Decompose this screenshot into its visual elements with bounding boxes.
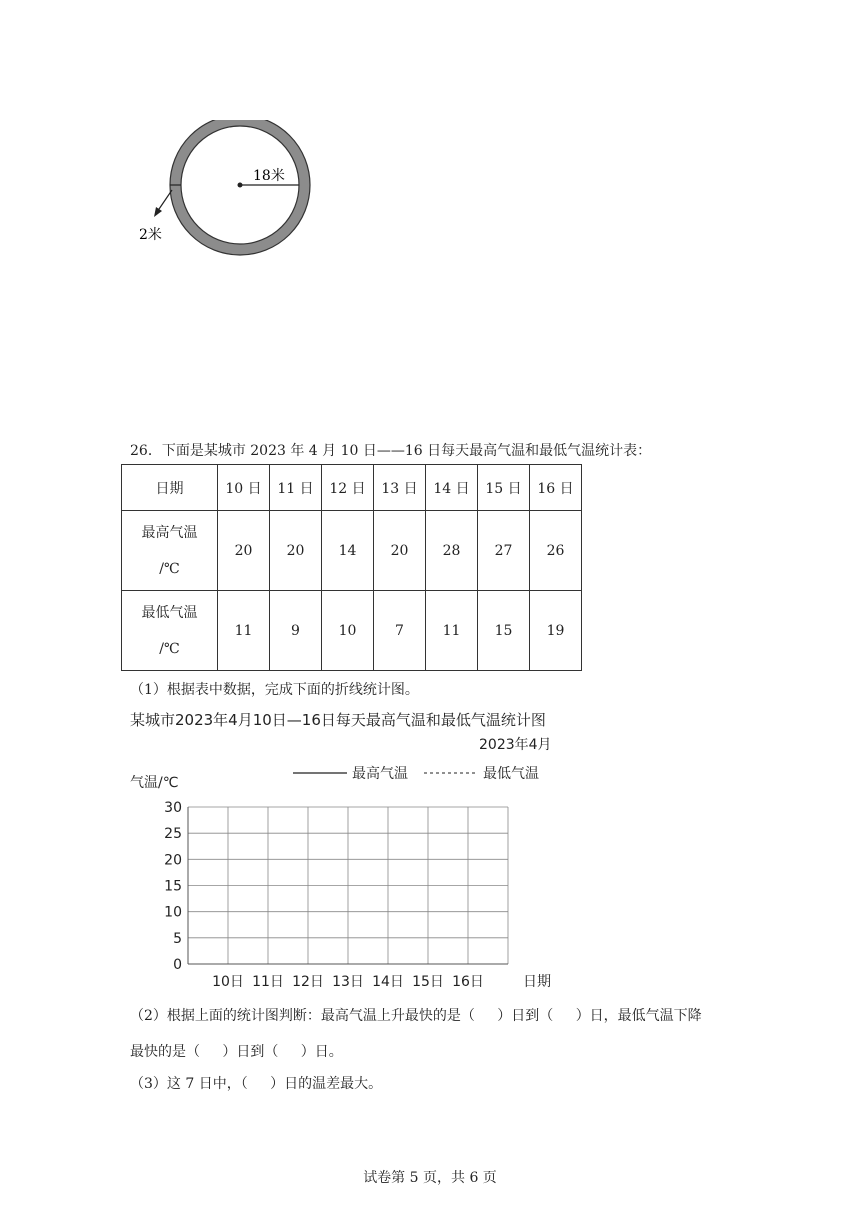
page-footer: 试卷第 5 页，共 6 页	[363, 1170, 497, 1186]
header-date-cell: 日期	[122, 465, 218, 511]
y-tick-label: 0	[173, 957, 182, 973]
day-cell: 12 日	[322, 465, 374, 511]
y-tick-label: 10	[164, 904, 182, 921]
day-cell: 10 日	[218, 465, 270, 511]
ring-diagram	[120, 120, 340, 270]
x-tick-label: 13日	[332, 974, 364, 990]
question-3	[130, 1073, 382, 1093]
chart-title: 某城市2023年4月10日—16日每天最高气温和最低气温统计图	[130, 711, 546, 729]
y-tick-label: 5	[173, 930, 182, 947]
row-label-line: 最低气温	[141, 604, 198, 621]
table-cell: 20	[270, 511, 322, 591]
radius-label: 18米	[253, 168, 285, 184]
y-tick-label: 20	[164, 852, 182, 869]
text-segment: ）日到（	[222, 1044, 279, 1060]
table-header-row	[122, 465, 582, 511]
table-cell: 10	[322, 591, 374, 671]
sub-question-1: （1）根据表中数据，完成下面的折线统计图。	[130, 682, 419, 698]
table-cell: 27	[478, 511, 530, 591]
width-arrowhead	[154, 207, 162, 217]
legend-label-high: 最高气温	[352, 766, 408, 782]
row-label-unit: /℃	[159, 560, 180, 577]
table-cell: 11	[218, 591, 270, 671]
line-chart	[120, 755, 560, 995]
x-tick-label: 12日	[292, 974, 324, 990]
temperature-table	[121, 464, 582, 671]
legend-label-low: 最低气温	[483, 766, 539, 782]
table-row-low	[122, 591, 582, 671]
x-tick-label: 11日	[252, 974, 284, 990]
chart-subtitle: 2023年4月	[479, 737, 552, 753]
x-tick-label: 10日	[212, 974, 244, 990]
table-cell: 9	[270, 591, 322, 671]
day-cell: 13 日	[374, 465, 426, 511]
question-2-line-1	[130, 1005, 702, 1025]
chart-grid	[188, 807, 508, 964]
text-segment: （2）根据上面的统计图判断：最高气温上升最快的是（	[130, 1008, 475, 1024]
table-cell: 28	[426, 511, 478, 591]
x-axis-title: 日期	[523, 974, 551, 990]
y-tick-label: 30	[164, 800, 182, 816]
x-tick-label: 15日	[412, 974, 444, 990]
table-row-high	[122, 511, 582, 591]
table-cell: 19	[530, 591, 582, 671]
text-segment: （3）这 7 日中，（	[130, 1076, 248, 1092]
table-cell: 14	[322, 511, 374, 591]
text-segment: ）日。	[300, 1044, 343, 1060]
text-segment: ）日到（	[497, 1008, 554, 1024]
text-segment: ）日的温差最大。	[270, 1076, 383, 1092]
text-segment: ）日，最低气温下降	[575, 1008, 702, 1024]
row-label-unit: /℃	[159, 640, 180, 657]
y-tick-label: 25	[164, 826, 182, 843]
day-cell: 11 日	[270, 465, 322, 511]
table-cell: 20	[218, 511, 270, 591]
day-cell: 15 日	[478, 465, 530, 511]
table-cell: 20	[374, 511, 426, 591]
row-label-high	[122, 511, 218, 591]
table-cell: 11	[426, 591, 478, 671]
y-tick-label: 15	[164, 878, 182, 895]
day-cell: 16 日	[530, 465, 582, 511]
chart-legend	[293, 765, 539, 782]
day-cell: 14 日	[426, 465, 478, 511]
width-label: 2米	[139, 227, 162, 243]
question-2-line-2	[130, 1041, 343, 1061]
row-label-line: 最高气温	[141, 524, 198, 541]
table-cell: 7	[374, 591, 426, 671]
table-cell: 26	[530, 511, 582, 591]
table-cell: 15	[478, 591, 530, 671]
question-title: 26．下面是某城市 2023 年 4 月 10 日——16 日每天最高气温和最低气温统计表：	[130, 443, 652, 459]
x-tick-label: 16日	[452, 974, 484, 990]
text-segment: 最快的是（	[130, 1044, 200, 1060]
width-pointer	[157, 190, 172, 212]
y-axis-title: 气温/℃	[130, 775, 179, 791]
x-tick-label: 14日	[372, 974, 404, 990]
row-label-low	[122, 591, 218, 671]
